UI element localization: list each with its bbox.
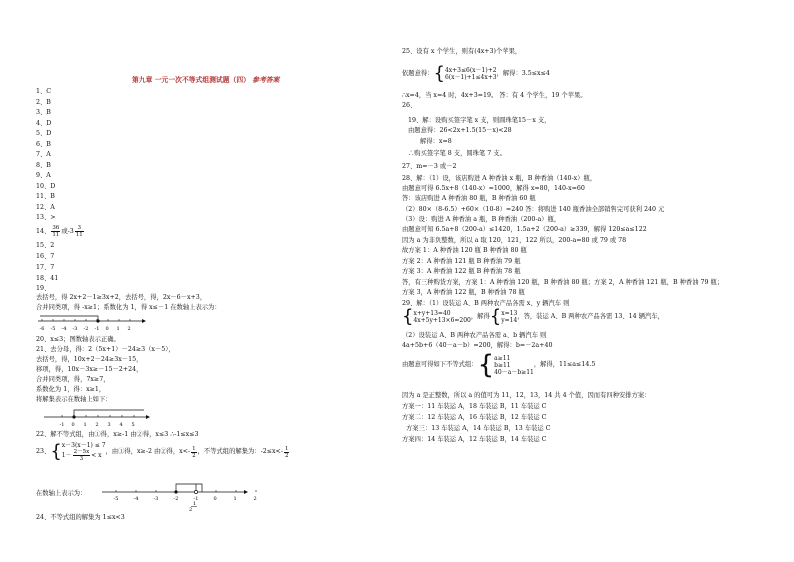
q29-ans: ，答，装运 A、B 两种农产品各需 13、14 辆汽车，	[517, 313, 664, 320]
q23-tail-den: 2	[284, 452, 289, 459]
q23-system	[62, 442, 106, 462]
title-main: 第九章 一元一次不等式组测试题（四）	[132, 76, 250, 84]
q25-ineq2: 6(x－1)+1≤4x+3	[444, 74, 497, 81]
tick-label: -2	[83, 326, 89, 332]
answer-21-line6: 将解集表示在数轴上如下：	[36, 396, 112, 403]
answer-19b-line1: 19、解：设购买签字笔 x 支，则圆珠笔15－x 支，	[408, 117, 551, 124]
q25-brace: {	[433, 63, 445, 84]
answer-29-line6: 因为 a 是正整数，所以 a 的值可为 11，12，13，14 共 4 个值，因而有四种安排方案：	[402, 392, 651, 399]
q23-f-num: 1	[192, 445, 196, 452]
q29-ineq1: a≥11	[494, 354, 511, 362]
answer-29-line1: 29、解：（1）设装运 A、B 两种农产品各需 x、y 辆汽车 则	[402, 300, 570, 307]
tick-label: -1	[193, 496, 199, 502]
choice-answer: 7、A	[36, 151, 51, 158]
choice-answer: 13、>	[36, 214, 56, 221]
q23-ineq2-num: 2－5x	[73, 449, 90, 455]
q23-tail-num: 1	[284, 445, 289, 452]
q25-ineq1: 4x+3≤6(x－1)+2	[444, 67, 497, 74]
answer-19-label: 19、	[36, 285, 51, 292]
answer-17: 17、7	[36, 264, 55, 271]
q14-fraction-2	[75, 225, 84, 238]
tick-label: 2	[127, 326, 131, 332]
q29-ineq-brace: {	[477, 350, 495, 380]
q29-system	[413, 310, 470, 324]
answer-15: 15、2	[36, 242, 55, 249]
tick-label: 2	[253, 496, 257, 502]
answer-27: 27、m=－3 或－2	[402, 163, 457, 170]
nl3-frac-num: 1	[193, 501, 197, 507]
answer-25-result: ∴x=4，当 x=4 时，4x+3=19。 答：有 4 个学生，19 个苹果。	[402, 92, 587, 99]
answer-28-line2: 由题意可得 6.5x+8（140-x）=1000，解得 x=80，140-x=60	[402, 185, 585, 192]
choice-answer: 5、D	[36, 130, 52, 137]
answer-28-line10: 方案 3：A 种香油 122 瓶 B 种香油 78 瓶	[402, 268, 521, 275]
q23-tail-frac	[284, 446, 290, 459]
q23-ineq2-frac	[73, 449, 91, 462]
answer-29-ineq-system	[402, 350, 596, 387]
q29-eq2: 4x+5y+13×6=200	[413, 317, 471, 324]
answer-20: 20、x≤3；图数轴表示正确。	[36, 336, 120, 343]
answer-26-label: 26、	[402, 102, 417, 109]
choice-answer: 12、A	[36, 203, 55, 211]
tick-label: 0	[105, 326, 109, 332]
q14-mid: 或-3	[61, 228, 74, 235]
number-line-23	[100, 478, 257, 513]
choice-answer: 3、B	[36, 109, 51, 116]
answer-23	[36, 442, 290, 470]
tick-label: -1	[59, 422, 65, 428]
q23-ineq1: x－3(x－1) ≤ 7	[61, 442, 106, 449]
answer-18: 18、41	[36, 275, 59, 282]
choice-answer: 2、B	[36, 98, 51, 106]
answer-29-system	[402, 306, 664, 329]
choice-answer: 9、A	[36, 172, 51, 179]
answer-19b-line2: 由题意得：26<2x+1.5(15－x)<28	[408, 127, 512, 134]
tick-label: -5	[50, 326, 56, 332]
answer-24: 24、不等式组的解集为 1≤x<3	[36, 514, 125, 521]
tick-label: 1	[116, 326, 120, 332]
choice-answer: 1、C	[36, 88, 52, 95]
answer-29-plan2: 方案二：12 车装运 A，16 车装运 B，12 车装运 C	[402, 414, 547, 421]
q29-ineq3: 40－a－b≥11	[494, 368, 534, 376]
answer-28-line4: （2）80×（8-6.5）+60×（10-8）=240 答：将购进 140 瓶香油全部销售完可获利 240 元	[402, 206, 665, 213]
answer-22: 22、解不等式组，由①得，x≥-1 由②得，x≤3 ∴-1≤x≤3	[36, 431, 199, 438]
q29-sol2: y=14	[501, 317, 518, 324]
q23-tail: ，不等式组的解集为：-2≤x<-	[197, 448, 283, 455]
q29-eq1: x+y+13=40	[413, 310, 451, 317]
tick-label: -2	[173, 496, 179, 502]
q29-ineq-label: 由题意可得如下不等式组：	[402, 361, 478, 368]
answer-29-plan1: 方案一：11 车装运 A，18 车装运 B，11 车装运 C	[402, 403, 547, 410]
answer-28-line3: 答：该店购进 A 种香油 80 瓶，B 种香油 60 瓶	[402, 195, 536, 202]
choice-answer: 10、D	[36, 182, 56, 190]
answer-25-system	[402, 63, 550, 88]
q14-f1-den: 11	[52, 232, 60, 238]
tick-label: -1	[94, 326, 100, 332]
choice-answer: 11、B	[36, 193, 55, 200]
answer-28-line5: （3）设：购进 A 种香油 a 瓶，B 种香油（200-a）瓶，	[402, 216, 561, 223]
tick-label: -4	[133, 496, 139, 502]
answer-19-line1: 去括号，得 2x+2－1≥3x+2，去括号，得，2x－6－x+3，	[36, 294, 207, 301]
q25-setup: 依题意得：	[402, 70, 434, 77]
answer-29-plan3: 方案三：13 车装运 A，14 车装运 B，13 车装运 C	[406, 425, 551, 432]
q23-mid: ，由①得，x≥-2 由②得，x<-	[105, 448, 191, 455]
answer-28-line6: 由题意可知 6.5a+8（200-a）≤1420，1.5a+2（200-a）≥339，解得 120≤a≤122	[402, 226, 647, 233]
answer-29-plan4: 方案四：14 车装运 A，12 车装运 B，14 车装运 C	[402, 436, 547, 443]
answer-21-line3: 移项，得，10x－3x≥－15－2+24，	[36, 366, 143, 373]
tick-label: -3	[72, 326, 78, 332]
answer-19-line2: 合并同类项，得 -x≥1；系数化为 1，得 x≤－1 在数轴上表示为：	[36, 304, 221, 311]
tick-label: 4	[119, 422, 123, 428]
q14-f1-num: 36	[52, 225, 60, 231]
answer-29-line3: 4a+5b+6（40－a－b）=200，解得：b=－2a+40	[402, 342, 553, 349]
q14-prefix: 14、	[36, 228, 51, 235]
tick-label: -3	[153, 496, 159, 502]
q29-solution	[501, 310, 517, 324]
tick-label: -4	[61, 326, 67, 332]
answer-19b-line4: ∴购买签字笔 8 支，圆珠笔 7 支。	[408, 150, 506, 157]
q14-f2-num: 3	[75, 225, 84, 232]
q29-ineq2: b≥11	[494, 361, 511, 369]
answer-16: 16、7	[36, 253, 55, 260]
answer-14	[36, 225, 85, 238]
answer-19b-line3: 解得：x=8	[420, 138, 452, 145]
q29-sol1: x=13	[501, 310, 518, 317]
tick-label: 1	[83, 422, 87, 428]
answer-28-line12: 方案 3，A 种香油 122 瓶，B 种香油 78 瓶	[402, 289, 525, 296]
answer-21-line2: 去括号，得，10x+2－24≥3x－15，	[36, 356, 143, 363]
tick-label: -5	[113, 496, 119, 502]
tick-label: -6	[39, 326, 45, 332]
q23-ineq2-den: 3	[79, 456, 84, 462]
q14-f2-den: 11	[75, 232, 83, 238]
choice-answer: 4、D	[36, 119, 52, 127]
q29-ineq-system	[494, 355, 534, 376]
q23-f-den: 2	[192, 452, 196, 459]
q23-ineq2-a: 1－	[61, 452, 72, 459]
q25-system	[445, 67, 497, 81]
q23-ineq2-b: < x	[91, 452, 102, 459]
answer-28-line11: 答，有三种购货方案，方案 1：A 种香油 120 瓶，B 种香油 80 瓶；方案 2，A 种香油 121 瓶，B 种香油 79 瓶；	[402, 279, 724, 286]
tick-label: 0	[213, 496, 217, 502]
answer-28-line1: 28、解：（1）设，该店购进 A 种香油 x 瓶，B 种香油（140-x）瓶，	[402, 175, 597, 182]
tick-label: 5	[131, 422, 135, 428]
nl3-frac-den: 2	[189, 507, 193, 513]
q29-ineq-solve: ，解得，11≤a≤14.5	[533, 361, 596, 368]
tick-label: 0	[71, 422, 75, 428]
tick-label: 3	[107, 422, 111, 428]
title-ref: 参考答案	[252, 76, 280, 84]
number-line-19	[36, 312, 146, 334]
q23-brace: {	[50, 441, 62, 462]
q25-solve: ，解得：3.5≤x≤4	[496, 70, 550, 77]
q29-solve: ，解得	[470, 313, 490, 320]
q23-prefix: 23、	[36, 448, 51, 455]
page-title	[132, 76, 279, 84]
tick-label: 1	[233, 496, 237, 502]
q29-brace: {	[402, 306, 414, 327]
tick-label: 2	[95, 422, 99, 428]
q14-fraction-1	[51, 225, 60, 238]
answer-23-axis-label: 在数轴上表示为：	[36, 490, 87, 497]
number-line-21	[42, 405, 152, 429]
answer-29-line2: （2）设装运 A、B 两种农产品各需 a、b 辆汽车 则	[402, 332, 547, 339]
q23-frac	[191, 446, 197, 459]
answer-25-intro: 25、设有 x 个学生，则有(4x+3)个苹果，	[402, 48, 522, 55]
answer-28-line8: 故方案 1：A 种香油 120 瓶 B 种香油 80 瓶	[402, 247, 527, 254]
answer-21-line4: 合并同类项，得，7x≥7，	[36, 376, 110, 383]
answer-28-line9: 方案 2：A 种香油 121 瓶 B 种香油 79 瓶	[402, 258, 521, 265]
choice-answer: 8、B	[36, 161, 51, 169]
choice-answer: 6、B	[36, 140, 51, 148]
q29-sol-brace: {	[489, 306, 502, 327]
answer-21-line5: 系数化为 1，得：x≥1，	[36, 386, 106, 393]
answer-28-line7: 因为 a 为非负整数，所以 a 取 120，121，122 所以，200-a=80 或 79 或 78	[402, 237, 627, 244]
answer-21-line1: 21、去分母，得：2（5x+1）－24≥3（x－5），	[36, 346, 175, 353]
